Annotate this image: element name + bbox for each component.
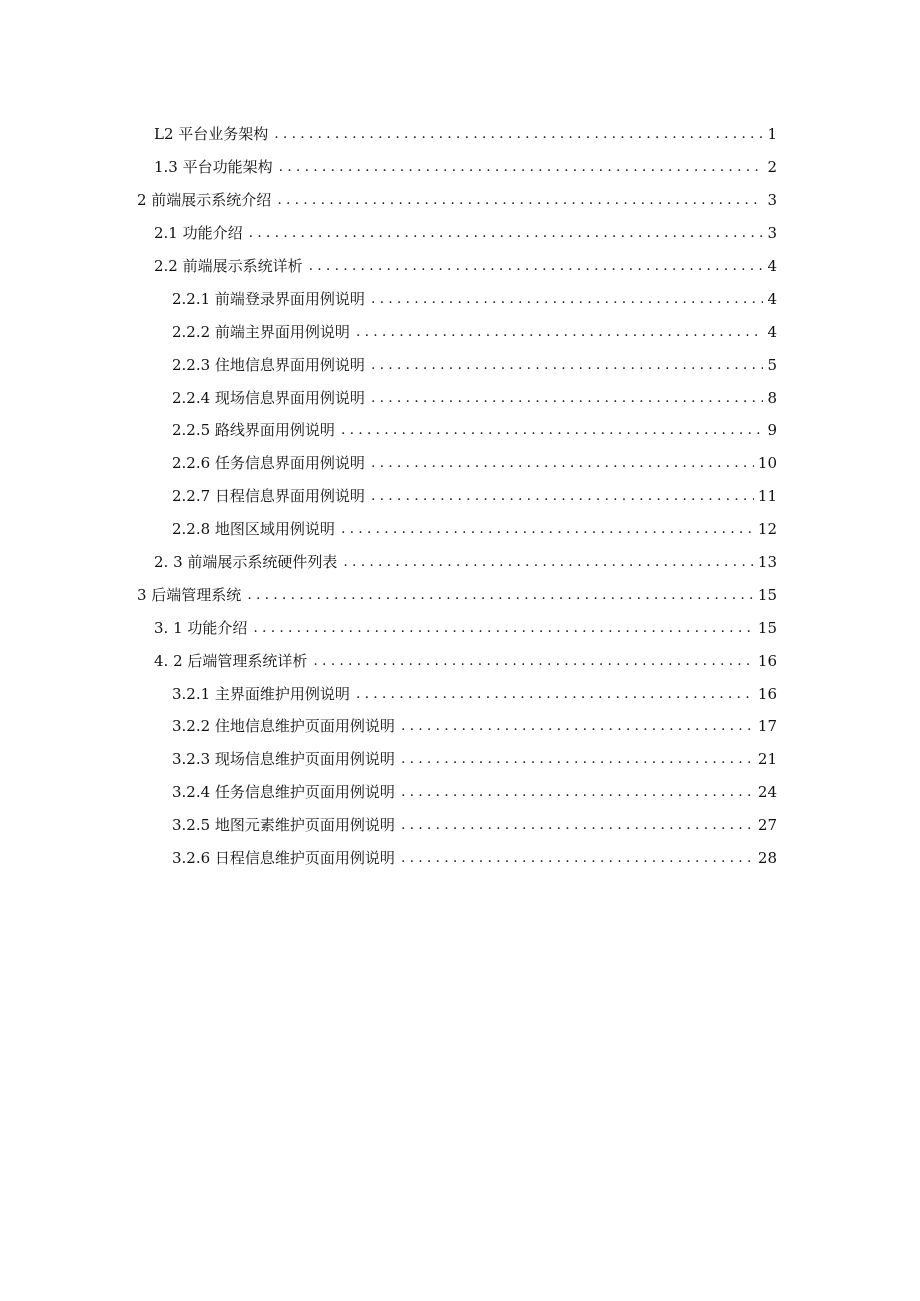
toc-entry[interactable] (0, 447, 920, 480)
toc-leader-dots (343, 552, 754, 572)
toc-entry-page: 17 (757, 717, 777, 736)
toc-entry[interactable] (0, 315, 920, 348)
toc-leader-dots (371, 453, 754, 473)
table-of-contents (0, 118, 920, 874)
toc-leader-dots (253, 618, 754, 638)
toc-entry-page: 24 (757, 783, 777, 802)
toc-entry-page: 4 (767, 257, 777, 275)
toc-entry-title: L2 平台业务架构 (154, 125, 269, 144)
toc-entry[interactable] (0, 743, 920, 776)
toc-entry-page: 3 (767, 191, 777, 210)
toc-entry-page: 13 (757, 553, 777, 572)
toc-leader-dots (401, 716, 754, 736)
toc-entry-page: 11 (757, 487, 777, 506)
toc-leader-dots (279, 157, 764, 177)
toc-entry-page: 8 (767, 388, 777, 407)
toc-entry-title: 4. 2 后端管理系统详析 (154, 651, 308, 670)
toc-entry-page: 15 (757, 585, 777, 604)
toc-entry[interactable] (0, 217, 920, 250)
toc-entry-title: 2.2.4 现场信息界面用例说明 (172, 388, 365, 407)
toc-entry[interactable] (0, 250, 920, 283)
toc-entry[interactable] (0, 282, 920, 315)
toc-entry-page: 15 (757, 618, 777, 637)
toc-entry-page: 16 (757, 684, 777, 703)
toc-entry-title: 3.2.1 主界面维护用例说明 (172, 684, 350, 703)
toc-entry-page: 16 (757, 651, 777, 670)
toc-entry-title: 2.2.2 前端主界面用例说明 (172, 322, 350, 341)
toc-leader-dots (401, 782, 754, 802)
toc-entry-title: 2.2.7 日程信息界面用例说明 (172, 487, 365, 506)
toc-entry-page: 27 (757, 816, 777, 835)
toc-leader-dots (401, 815, 754, 835)
toc-entry-title: 2.2.6 任务信息界面用例说明 (172, 454, 365, 473)
toc-entry-title: 3.2.4 任务信息维护页面用例说明 (172, 783, 395, 802)
toc-entry[interactable] (0, 644, 920, 677)
toc-leader-dots (371, 289, 764, 309)
toc-entry[interactable] (0, 611, 920, 644)
toc-entry-title: 1.3 平台功能架构 (154, 158, 273, 177)
toc-leader-dots (313, 651, 754, 671)
toc-leader-dots (356, 322, 764, 342)
toc-entry-title: 2.2.3 住地信息界面用例说明 (172, 355, 365, 374)
toc-entry[interactable] (0, 348, 920, 381)
toc-entry-page: 10 (757, 454, 777, 473)
toc-entry-title: 3 后端管理系统 (137, 585, 242, 604)
toc-entry[interactable] (0, 710, 920, 743)
toc-leader-dots (371, 355, 764, 375)
toc-entry-title: 2.2.1 前端登录界面用例说明 (172, 289, 365, 308)
toc-entry-page: 3 (767, 224, 777, 243)
toc-entry-title: 2.2.5 路线界面用例说明 (172, 421, 335, 440)
toc-entry-title: 2.2 前端展示系统详析 (154, 257, 303, 275)
toc-entry-page: 5 (767, 355, 777, 374)
toc-leader-dots (341, 519, 754, 539)
toc-entry[interactable] (0, 809, 920, 842)
toc-leader-dots (341, 420, 764, 440)
toc-entry[interactable] (0, 776, 920, 809)
toc-leader-dots (274, 124, 763, 144)
toc-entry[interactable] (0, 546, 920, 579)
toc-entry[interactable] (0, 118, 920, 151)
toc-entry-page: 21 (757, 750, 777, 769)
toc-entry-page: 12 (757, 520, 777, 539)
toc-entry[interactable] (0, 842, 920, 875)
toc-entry[interactable] (0, 414, 920, 447)
toc-entry-title: 3.2.5 地图元素维护页面用例说明 (172, 816, 395, 835)
toc-leader-dots (401, 749, 754, 769)
toc-entry-title: 3. 1 功能介绍 (154, 618, 248, 637)
toc-leader-dots (371, 486, 754, 506)
toc-entry[interactable] (0, 513, 920, 546)
toc-leader-dots (309, 256, 764, 276)
toc-leader-dots (277, 190, 763, 210)
toc-leader-dots (371, 388, 764, 408)
toc-entry-page: 9 (767, 421, 777, 440)
toc-entry-page: 4 (767, 289, 777, 308)
toc-entry-page: 28 (757, 849, 777, 868)
toc-leader-dots (247, 585, 754, 605)
toc-entry-title: 2. 3 前端展示系统硬件列表 (154, 553, 338, 572)
toc-entry[interactable] (0, 151, 920, 184)
toc-entry[interactable] (0, 677, 920, 710)
toc-leader-dots (356, 684, 754, 704)
toc-entry-title: 2.1 功能介绍 (154, 224, 243, 243)
toc-entry[interactable] (0, 381, 920, 414)
toc-entry-page: 1 (767, 125, 777, 144)
toc-entry-title: 2 前端展示系统介绍 (137, 191, 272, 210)
toc-entry-page: 4 (767, 322, 777, 341)
toc-entry[interactable] (0, 184, 920, 217)
toc-entry-title: 2.2.8 地图区域用例说明 (172, 520, 335, 539)
toc-leader-dots (249, 223, 764, 243)
toc-entry-page: 2 (767, 158, 777, 177)
toc-entry[interactable] (0, 578, 920, 611)
toc-entry-title: 3.2.6 日程信息维护页面用例说明 (172, 849, 395, 868)
toc-entry-title: 3.2.2 住地信息维护页面用例说明 (172, 717, 395, 736)
toc-leader-dots (401, 848, 754, 868)
toc-entry[interactable] (0, 480, 920, 513)
toc-entry-title: 3.2.3 现场信息维护页面用例说明 (172, 750, 395, 769)
